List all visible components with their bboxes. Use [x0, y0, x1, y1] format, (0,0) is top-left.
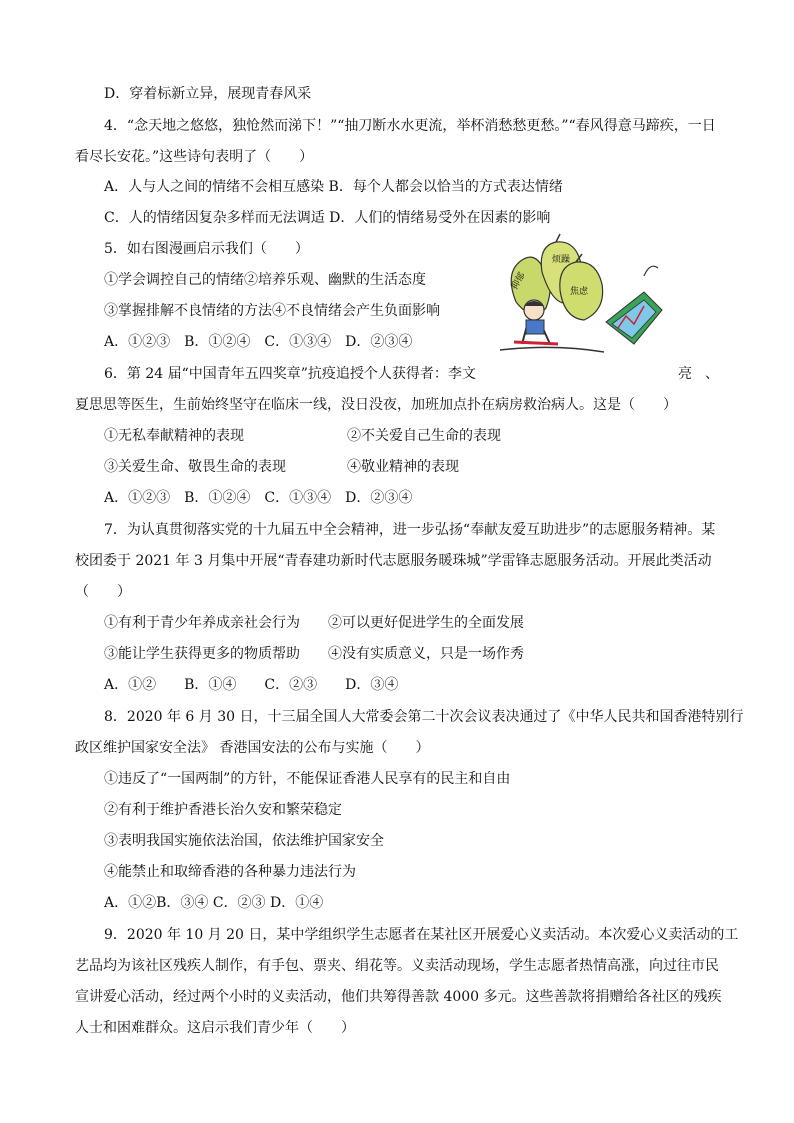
cartoon-label-depressed: 抑郁 — [509, 270, 528, 292]
q6-stem-line2: 夏思思等医生，生前始终坚守在临床一线，没日没夜，加班加点扑在病房救治病人。这是（ ） — [75, 397, 677, 413]
q8-statement-3: ③表明我国实施依法治国，依法维护国家安全 — [104, 833, 384, 849]
q5-statements-34: ③掌握排解不良情绪的方法④不良情绪会产生负面影响 — [104, 303, 440, 319]
q6-stem-comma: 、 — [705, 366, 719, 382]
emotion-burden-cartoon — [494, 232, 664, 360]
q6-stem-name-end: 亮 — [678, 366, 692, 382]
q4-options-ab: A．人与人之间的情绪不会相互感染 B．每个人都会以恰当的方式表达情绪 — [104, 179, 563, 195]
q7-stem-line3: （ ） — [75, 584, 131, 600]
q7-options: A．①② B．①④ C．②③ D．③④ — [104, 677, 399, 693]
q9-stem-line3: 宣讲爱心活动，经过两个小时的义卖活动，他们共筹得善款 4000 多元。这些善款将捐赠给各社区的残疾 — [75, 989, 722, 1005]
cartoon-label-irritable: 烦躁 — [552, 255, 571, 265]
q4-stem-line1: 4．“念天地之悠悠，独怆然而涕下！”“抽刀断水水更流，举杯消愁愁更愁。”“春风得意马蹄疾，一日 — [104, 118, 716, 134]
q6-statement-3: ③关爱生命、敬畏生命的表现 — [104, 459, 286, 475]
q6-stem-line1: 6．第 24 届“中国青年五四奖章”抗疫追授个人获得者：李文 — [104, 366, 476, 382]
q8-stem-line1: 8．2020 年 6 月 30 日，十三届全国人大常委会第二十次会议表决通过了《中华人民共和国香港特别行 — [104, 709, 744, 725]
q9-stem-line4: 人士和困难群众。这启示我们青少年（ ） — [75, 1020, 355, 1036]
q7-stem-line2: 校团委于 2021 年 3 月集中开展“青春建功新时代志愿服务暖珠城”学雷锋志愿服务活动。开展此类活动 — [75, 553, 712, 569]
q4-options-cd: C．人的情绪因复杂多样而无法调适 D．人们的情绪易受外在因素的影响 — [104, 210, 551, 226]
q8-stem-line2: 政区维护国家安全法》 香港国安法的公布与实施（ ） — [75, 740, 430, 756]
q6-options: A．①②③ B．①②④ C．①③④ D．②③④ — [104, 490, 413, 506]
q6-statement-2: ②不关爱自己生命的表现 — [347, 428, 501, 444]
q6-statement-1: ①无私奉献精神的表现 — [104, 428, 244, 444]
q8-statement-2: ②有利于维护香港长治久安和繁荣稳定 — [104, 802, 342, 818]
q6-statement-4: ④敬业精神的表现 — [347, 459, 459, 475]
q5-stem: 5．如右图漫画启示我们（ ） — [104, 241, 309, 257]
q9-stem-line1: 9．2020 年 10 月 20 日，某中学组织学生志愿者在某社区开展爱心义卖活动。本次爱心义卖活动的工 — [104, 927, 739, 943]
q7-statements-34: ③能让学生获得更多的物质帮助 ④没有实质意义，只是一场作秀 — [104, 646, 524, 662]
q8-statement-4: ④能禁止和取缔香港的各种暴力违法行为 — [104, 864, 356, 880]
q8-options: A．①②B．③④ C．②③ D．①④ — [104, 895, 324, 911]
q3-option-d: D．穿着标新立异，展现青春风采 — [104, 86, 312, 102]
q7-statements-12: ①有利于青少年养成亲社会行为 ②可以更好促进学生的全面发展 — [104, 615, 524, 631]
q5-options: A．①②③ B．①②④ C．①③④ D．②③④ — [104, 334, 413, 350]
q8-statement-1: ①违反了“一国两制”的方针，不能保证香港人民享有的民主和自由 — [104, 771, 511, 787]
q9-stem-line2: 艺品均为该社区残疾人制作，有手包、票夹、绢花等。义卖活动现场，学生志愿者热情高涨，向过往市民 — [75, 958, 719, 974]
q7-stem-line1: 7．为认真贯彻落实党的十九届五中全会精神，进一步弘扬“奉献友爱互助进步”的志愿服务精神。某 — [104, 522, 716, 538]
cartoon-label-anxious: 焦虑 — [570, 287, 589, 297]
q5-statements-12: ①学会调控自己的情绪②培养乐观、幽默的生活态度 — [104, 272, 426, 288]
q4-stem-line2: 看尽长安花。”这些诗句表明了（ ） — [75, 149, 314, 165]
